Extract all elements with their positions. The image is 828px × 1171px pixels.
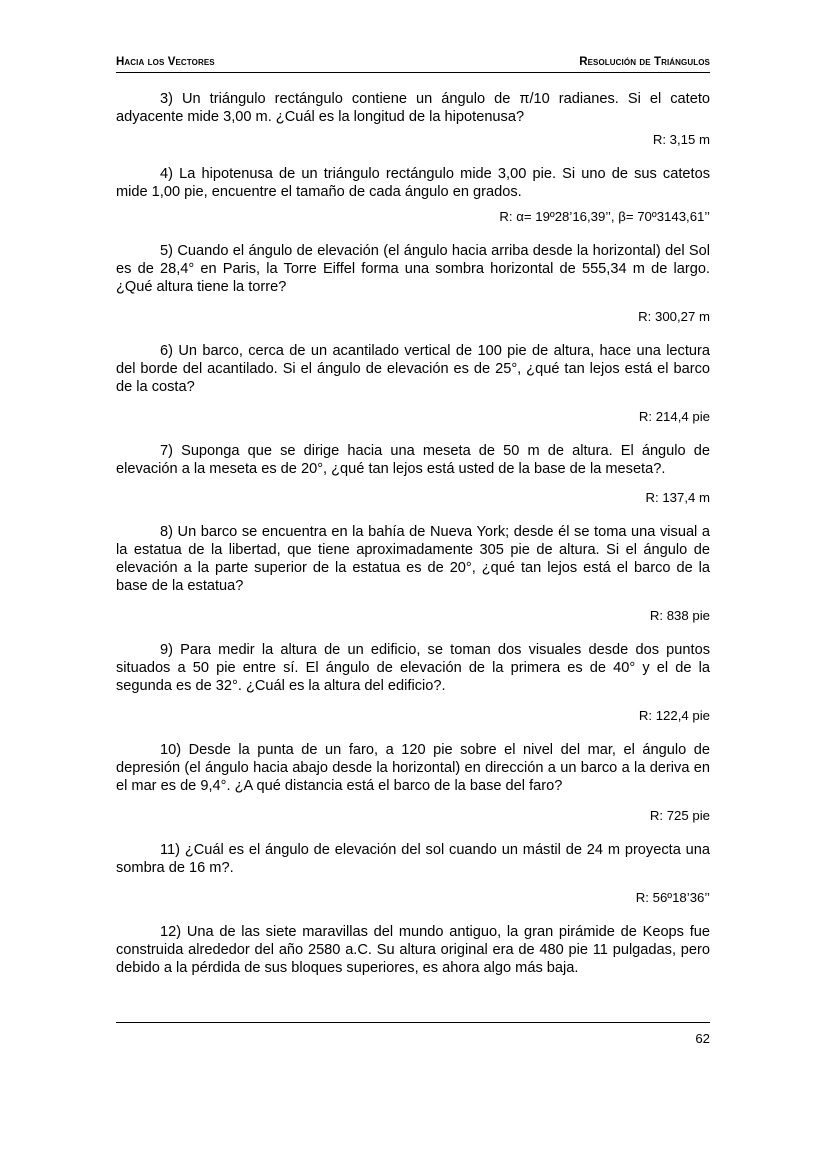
exercise-4-text: 4) La hipotenusa de un triángulo rectángulo mide 3,00 pie. Si uno de sus catetos mide 1,00 pie, encuentre el tamaño de cada ángulo en grados.: [116, 166, 710, 200]
exercise-7-answer: R: 137,4 m: [645, 490, 710, 505]
exercise-10-answer: R: 725 pie: [649, 808, 710, 823]
exercise-9-answer: R: 122,4 pie: [638, 708, 710, 723]
exercise-8-answer: R: 838 pie: [649, 608, 710, 623]
exercise-6-answer: R: 214,4 pie: [638, 409, 710, 424]
footer-rule: [116, 1022, 710, 1023]
header-chapter-title: Resolución de Triángulos: [579, 56, 710, 68]
exercise-5-answer: R: 300,27 m: [638, 309, 710, 324]
document-page: [116, 54, 710, 1054]
header-book-title: Hacia los Vectores: [116, 56, 215, 68]
exercise-3-text: 3) Un triángulo rectángulo contiene un ángulo de π/10 radianes. Si el cateto adyacente mide 3,00 m. ¿Cuál es la longitud de la hipotenusa?: [116, 91, 710, 125]
exercise-10-text: 10) Desde la punta de un faro, a 120 pie sobre el nivel del mar, el ángulo de depresión (el ángulo hacia abajo desde la horizontal) en dirección a un barco a la deriva en el mar es de 9,4°. ¿A qué distancia está el barco de la base del faro?: [116, 742, 710, 794]
exercise-11-text: 11) ¿Cuál es el ángulo de elevación del sol cuando un mástil de 24 m proyecta una sombra de 16 m?.: [116, 842, 710, 876]
exercise-list: [116, 90, 710, 977]
exercise-5-text: 5) Cuando el ángulo de elevación (el ángulo hacia arriba desde la horizontal) del Sol es de 28,4° en Paris, la Torre Eiffel forma una sombra horizontal de 555,34 m de largo. ¿Qué altura tiene la torre?: [116, 243, 710, 295]
exercise-12-text: 12) Una de las siete maravillas del mundo antiguo, la gran pirámide de Keops fue construida alrededor del año 2580 a.C. Su altura original era de 480 pie 11 pulgadas, pero debido a la pérdida de sus bloques superiores, es ahora algo más baja.: [116, 924, 710, 976]
exercise-3-answer: R: 3,15 m: [652, 132, 710, 147]
exercise-8-text: 8) Un barco se encuentra en la bahía de Nueva York; desde él se toma una visual a la estatua de la libertad, que tiene aproximadamente 305 pie de altura. Si el ángulo de elevación a la parte superior de la estatua es de 20°, ¿qué tan lejos está el barco de la base de la estatua?: [116, 524, 710, 594]
exercise-7-text: 7) Suponga que se dirige hacia una meseta de 50 m de altura. El ángulo de elevación a la meseta es de 20°, ¿qué tan lejos está usted de la base de la meseta?.: [116, 443, 710, 477]
page-number: 62: [695, 1031, 710, 1046]
running-header: [116, 54, 710, 73]
exercise-11-answer: R: 56º18’36’’: [635, 890, 710, 905]
exercise-6-text: 6) Un barco, cerca de un acantilado vertical de 100 pie de altura, hace una lectura del borde del acantilado. Si el ángulo de elevación es de 25°, ¿qué tan lejos está el barco de la costa?: [116, 343, 710, 395]
exercise-4-answer: R: α= 19º28’16,39’’, β= 70º3143,61’’: [499, 209, 710, 224]
exercise-9-text: 9) Para medir la altura de un edificio, se toman dos visuales desde dos puntos situados a 50 pie entre sí. El ángulo de elevación de la primera es de 40° y el de la segunda es de 32°. ¿Cuál es la altura del edificio?.: [116, 642, 710, 694]
